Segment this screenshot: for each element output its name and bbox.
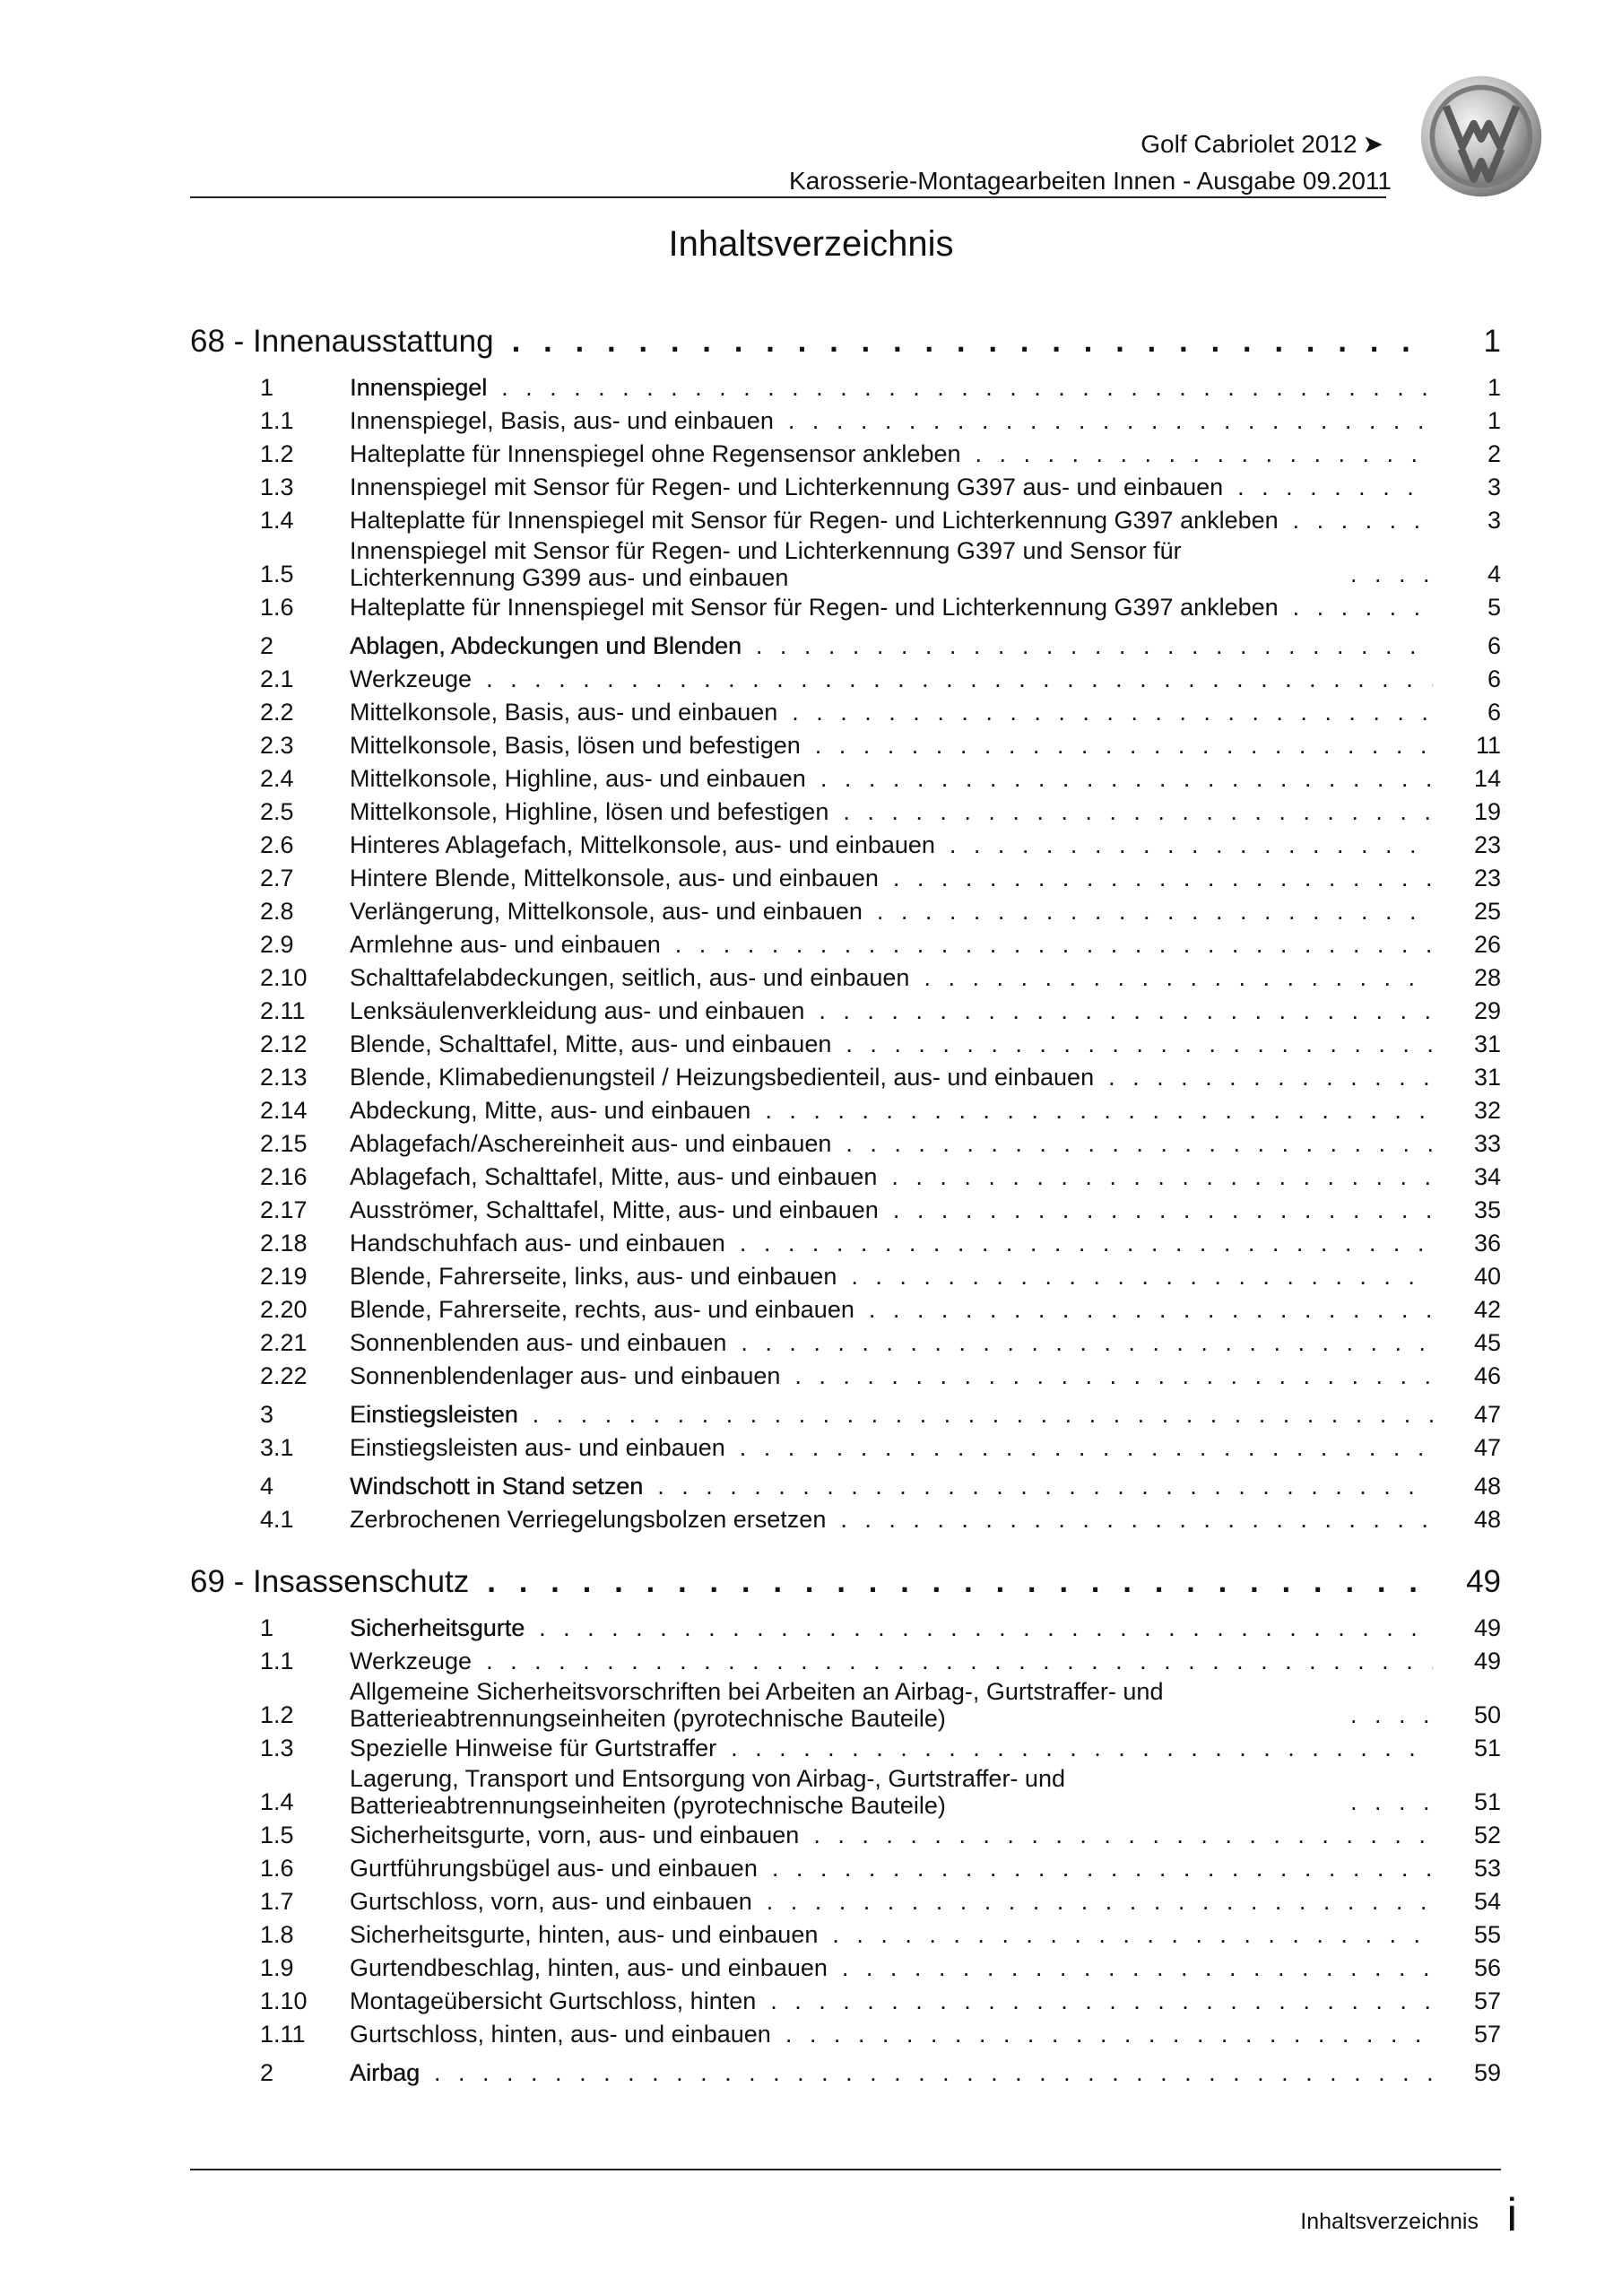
leader-dots	[869, 1293, 1433, 1326]
item-label[interactable]: Lenksäulenverkleidung aus- und einbauen	[350, 997, 805, 1024]
section-label[interactable]: Airbag	[350, 2059, 421, 2086]
item-number: 2.7	[260, 865, 294, 891]
leader-dots	[924, 961, 1433, 995]
header-rule	[190, 196, 1386, 198]
item-page: 49	[1473, 1648, 1501, 1674]
leader-dots	[788, 404, 1433, 438]
section-label[interactable]: Innenspiegel	[350, 374, 488, 401]
leader-dots	[1237, 471, 1433, 504]
item-page: 48	[1473, 1506, 1501, 1533]
item-number: 1.4	[260, 507, 294, 534]
leader-dots	[533, 1398, 1433, 1431]
item-page: 31	[1473, 1064, 1501, 1091]
leader-dots	[794, 1360, 1433, 1393]
toc-item[interactable]	[190, 862, 1501, 895]
leader-dots	[767, 1885, 1433, 1918]
chapter-row[interactable]	[190, 319, 1501, 364]
toc-item[interactable]	[190, 1885, 1501, 1918]
item-number: 2.20	[260, 1296, 308, 1323]
toc-item[interactable]	[190, 663, 1501, 696]
vw-logo-icon	[1418, 74, 1544, 199]
item-page: 6	[1487, 665, 1501, 692]
page-title: Inhaltsverzeichnis	[668, 224, 954, 264]
item-label[interactable]: Blende, Schalttafel, Mitte, aus- und einbauen	[350, 1031, 832, 1057]
item-number: 1.11	[260, 2021, 306, 2048]
leader-dots	[813, 1819, 1433, 1852]
toc-item[interactable]	[190, 1260, 1501, 1293]
section-label[interactable]: Ablagen, Abdeckungen und Blenden	[350, 632, 742, 659]
leader-dots	[539, 1612, 1433, 1645]
header-model	[1141, 129, 1383, 159]
item-label[interactable]: Gurtschloss, vorn, aus- und einbauen	[350, 1888, 752, 1915]
item-page: 51	[1473, 1735, 1501, 1761]
toc-item[interactable]	[190, 1127, 1501, 1161]
toc-item[interactable]	[190, 1503, 1501, 1536]
leader-dots	[657, 1470, 1433, 1503]
item-number: 2.3	[260, 732, 294, 759]
item-number: 1.5	[260, 1822, 294, 1848]
section-row[interactable]	[190, 1398, 1501, 1431]
section-label[interactable]: Sicherheitsgurte	[350, 1614, 525, 1641]
item-number: 1.9	[260, 1954, 294, 1981]
item-number: 1.6	[260, 594, 294, 621]
leader-dots	[512, 319, 1433, 364]
item-label[interactable]: Einstiegsleisten aus- und einbauen	[350, 1434, 725, 1461]
toc-item[interactable]	[190, 1819, 1501, 1852]
item-number: 2.8	[260, 898, 294, 925]
leader-dots	[675, 928, 1433, 961]
item-label[interactable]: Blende, Klimabedienungsteil / Heizungsbedienteil, aus- und einbauen	[350, 1064, 1095, 1091]
item-page: 34	[1473, 1163, 1501, 1190]
item-label[interactable]: Mittelkonsole, Basis, lösen und befestigen	[350, 732, 801, 759]
item-number: 2.11	[260, 997, 306, 1024]
item-page: 54	[1473, 1888, 1501, 1915]
section-page: 1	[1487, 374, 1501, 401]
leader-dots	[893, 1194, 1433, 1227]
leader-dots	[1293, 591, 1433, 624]
item-page: 56	[1473, 1954, 1501, 1981]
item-page: 36	[1473, 1230, 1501, 1257]
item-number: 4.1	[260, 1506, 294, 1533]
chapter-row[interactable]	[190, 1560, 1501, 1605]
item-number: 2.14	[260, 1097, 308, 1124]
item-label[interactable]: Zerbrochenen Verriegelungsbolzen ersetzen	[350, 1506, 827, 1533]
next-arrow-icon[interactable]: ➤	[1362, 130, 1383, 158]
leader-dots	[842, 1952, 1433, 1985]
item-number: 1.3	[260, 1735, 294, 1761]
item-label[interactable]: Gurtendbeschlag, hinten, aus- und einbauen	[350, 1954, 828, 1981]
item-label[interactable]: Gurtführungsbügel aus- und einbauen	[350, 1855, 758, 1882]
toc-item[interactable]	[190, 1952, 1501, 1985]
item-page: 6	[1487, 699, 1501, 726]
toc-item[interactable]	[190, 961, 1501, 995]
item-label[interactable]: Montageübersicht Gurtschloss, hinten	[350, 1987, 757, 2014]
item-number: 2.10	[260, 964, 308, 991]
leader-dots	[840, 1503, 1433, 1536]
leader-dots	[976, 438, 1434, 471]
item-label[interactable]: Mittelkonsole, Basis, aus- und einbauen	[350, 699, 778, 726]
section-number: 1	[260, 1614, 274, 1641]
item-page: 57	[1473, 2021, 1501, 2048]
item-label[interactable]: Innenspiegel mit Sensor für Regen- und Lichterkennung G397 und Sensor für Lichterkennung G399 aus- und einbauen	[350, 537, 1182, 591]
toc-item[interactable]	[190, 895, 1501, 928]
section-page: 59	[1473, 2059, 1501, 2086]
toc-item[interactable]	[190, 537, 1501, 591]
item-number: 2.22	[260, 1362, 308, 1389]
leader-dots	[1350, 1699, 1433, 1732]
item-label[interactable]: Werkzeuge	[350, 1648, 473, 1674]
item-number: 2.2	[260, 699, 294, 726]
toc-item[interactable]	[190, 1094, 1501, 1127]
item-label[interactable]: Sicherheitsgurte, vorn, aus- und einbauen	[350, 1822, 800, 1848]
toc-item[interactable]	[190, 504, 1501, 537]
item-number: 1.7	[260, 1888, 294, 1915]
footer-rule	[190, 2169, 1501, 2170]
item-page: 32	[1473, 1097, 1501, 1124]
toc-item[interactable]	[190, 471, 1501, 504]
leader-dots	[434, 2057, 1433, 2090]
item-label[interactable]: Blende, Fahrerseite, rechts, aus- und einbauen	[350, 1296, 854, 1323]
item-number: 2.1	[260, 665, 294, 692]
toc-item[interactable]	[190, 404, 1501, 438]
toc-item[interactable]	[190, 1732, 1501, 1765]
item-page: 11	[1475, 732, 1501, 759]
item-number: 1.5	[260, 561, 294, 587]
leader-dots	[731, 1732, 1433, 1765]
item-label[interactable]: Ablagefach/Aschereinheit aus- und einbauen	[350, 1130, 832, 1157]
item-page: 1	[1487, 407, 1501, 434]
section-page: 49	[1473, 1614, 1501, 1641]
section-page: 47	[1473, 1401, 1501, 1428]
section-number: 2	[260, 632, 274, 659]
item-page: 28	[1473, 964, 1501, 991]
item-page: 57	[1473, 1987, 1501, 2014]
leader-dots	[893, 862, 1433, 895]
item-label[interactable]: Halteplatte für Innenspiegel mit Sensor für Regen- und Lichterkennung G397 ankleben	[350, 594, 1279, 621]
item-number: 2.16	[260, 1163, 308, 1190]
item-label[interactable]: Hintere Blende, Mittelkonsole, aus- und einbauen	[350, 865, 879, 891]
section-number: 2	[260, 2059, 274, 2086]
item-label[interactable]: Sicherheitsgurte, hinten, aus- und einbauen	[350, 1921, 819, 1948]
item-label[interactable]: Spezielle Hinweise für Gurtstraffer	[350, 1735, 717, 1761]
leader-dots	[792, 696, 1433, 729]
item-label[interactable]: Sonnenblenden aus- und einbauen	[350, 1329, 727, 1356]
toc-item[interactable]	[190, 1645, 1501, 1678]
item-page: 25	[1473, 898, 1501, 925]
item-number: 3.1	[260, 1434, 294, 1461]
item-number: 1.8	[260, 1921, 294, 1948]
toc-item[interactable]	[190, 1028, 1501, 1061]
toc-item[interactable]	[190, 995, 1501, 1028]
item-label[interactable]: Innenspiegel mit Sensor für Regen- und Lichterkennung G397 aus- und einbauen	[350, 474, 1224, 500]
leader-dots	[1293, 504, 1433, 537]
leader-dots	[740, 1227, 1433, 1260]
item-page: 35	[1473, 1196, 1501, 1223]
toc-item[interactable]	[190, 1765, 1501, 1819]
toc-item[interactable]	[190, 1431, 1501, 1465]
leader-dots	[846, 1028, 1433, 1061]
leader-dots	[1108, 1061, 1433, 1094]
item-number: 2.15	[260, 1130, 308, 1157]
item-label[interactable]: Abdeckung, Mitte, aus- und einbauen	[350, 1097, 751, 1124]
footer-label: Inhaltsverzeichnis	[1300, 2209, 1479, 2234]
item-number: 1.4	[260, 1788, 294, 1815]
item-page: 45	[1473, 1329, 1501, 1356]
header-model-text: Golf Cabriolet 2012	[1141, 130, 1357, 158]
chapter-spacer	[190, 1536, 1501, 1558]
item-page: 3	[1487, 507, 1501, 534]
toc-item[interactable]	[190, 1360, 1501, 1393]
toc-item[interactable]	[190, 1227, 1501, 1260]
item-number: 2.5	[260, 798, 294, 825]
item-label[interactable]: Sonnenblendenlager aus- und einbauen	[350, 1362, 781, 1389]
item-number: 2.17	[260, 1196, 308, 1223]
leader-dots	[487, 1560, 1433, 1605]
item-label[interactable]: Halteplatte für Innenspiegel mit Sensor für Regen- und Lichterkennung G397 ankleben	[350, 507, 1279, 534]
item-label[interactable]: Verlängerung, Mittelkonsole, aus- und einbauen	[350, 898, 863, 925]
chapter-page: 1	[1483, 324, 1501, 359]
leader-dots	[819, 995, 1433, 1028]
leader-dots	[851, 1260, 1433, 1293]
toc-item[interactable]	[190, 1061, 1501, 1094]
section-row[interactable]	[190, 371, 1501, 404]
item-page: 23	[1473, 831, 1501, 858]
leader-dots	[815, 729, 1433, 762]
section-page: 6	[1487, 632, 1501, 659]
leader-dots	[486, 1645, 1433, 1678]
item-page: 50	[1473, 1701, 1501, 1728]
leader-dots	[772, 1852, 1433, 1885]
item-number: 1.2	[260, 1701, 294, 1728]
leader-dots	[877, 895, 1433, 928]
leader-dots	[741, 1326, 1433, 1360]
item-page: 19	[1473, 798, 1501, 825]
item-page: 2	[1487, 440, 1501, 467]
toc-item[interactable]	[190, 1326, 1501, 1360]
toc-item[interactable]	[190, 928, 1501, 961]
toc-item[interactable]	[190, 1985, 1501, 2018]
item-label[interactable]: Handschuhfach aus- und einbauen	[350, 1230, 725, 1257]
leader-dots	[820, 762, 1433, 796]
item-page: 31	[1473, 1031, 1501, 1057]
item-number: 2.12	[260, 1031, 308, 1057]
leader-dots	[486, 663, 1433, 696]
toc-item[interactable]	[190, 696, 1501, 729]
item-page: 52	[1473, 1822, 1501, 1848]
item-page: 3	[1487, 474, 1501, 500]
table-of-contents	[190, 317, 1501, 2090]
item-page: 51	[1473, 1788, 1501, 1815]
item-page: 47	[1473, 1434, 1501, 1461]
toc-item[interactable]	[190, 2018, 1501, 2051]
item-page: 40	[1473, 1263, 1501, 1290]
item-label[interactable]: Halteplatte für Innenspiegel ohne Regensensor ankleben	[350, 440, 961, 467]
item-number: 1.10	[260, 1987, 308, 2014]
item-number: 2.19	[260, 1263, 308, 1290]
item-label[interactable]: Blende, Fahrerseite, links, aus- und einbauen	[350, 1263, 837, 1290]
leader-dots	[501, 371, 1433, 404]
section-page: 48	[1473, 1473, 1501, 1500]
item-page: 5	[1487, 594, 1501, 621]
item-label[interactable]: Ablagefach, Schalttafel, Mitte, aus- und einbauen	[350, 1163, 878, 1190]
toc-item[interactable]	[190, 796, 1501, 829]
section-label[interactable]: Windschott in Stand setzen	[350, 1473, 644, 1500]
leader-dots	[785, 2018, 1433, 2051]
section-number: 4	[260, 1473, 274, 1500]
toc-item[interactable]	[190, 1161, 1501, 1194]
item-label[interactable]: Allgemeine Sicherheitsvorschriften bei Arbeiten an Airbag-, Gurtstraffer- und Batterieabtrennungseinheiten (pyrotechnische Bauteile)	[350, 1678, 1164, 1732]
section-row[interactable]	[190, 2057, 1501, 2090]
leader-dots	[1350, 558, 1433, 591]
footer-page-number: i	[1506, 2189, 1517, 2241]
item-label[interactable]: Gurtschloss, hinten, aus- und einbauen	[350, 2021, 771, 2048]
section-number: 1	[260, 374, 274, 401]
toc-item[interactable]	[190, 438, 1501, 471]
item-number: 2.21	[260, 1329, 308, 1356]
item-page: 26	[1473, 931, 1501, 958]
leader-dots	[770, 1985, 1433, 2018]
section-number: 3	[260, 1401, 274, 1428]
item-page: 42	[1473, 1296, 1501, 1323]
item-label[interactable]: Werkzeuge	[350, 665, 473, 692]
toc-item[interactable]	[190, 829, 1501, 862]
item-page: 23	[1473, 865, 1501, 891]
item-number: 1.3	[260, 474, 294, 500]
section-row[interactable]	[190, 1612, 1501, 1645]
item-number: 2.18	[260, 1230, 308, 1257]
section-row[interactable]	[190, 630, 1501, 663]
leader-dots	[846, 1127, 1433, 1161]
section-row[interactable]	[190, 1470, 1501, 1503]
item-page: 29	[1473, 997, 1501, 1024]
item-number: 1.1	[260, 1648, 294, 1674]
item-page: 53	[1473, 1855, 1501, 1882]
item-page: 4	[1487, 561, 1501, 587]
leader-dots	[740, 1431, 1433, 1465]
chapter-title[interactable]: 68 - Innenausstattung	[190, 324, 494, 359]
item-number: 1.2	[260, 440, 294, 467]
leader-dots	[756, 630, 1433, 663]
toc-item[interactable]	[190, 1918, 1501, 1952]
item-page: 33	[1473, 1130, 1501, 1157]
item-page: 14	[1473, 765, 1501, 792]
item-label[interactable]: Schalttafelabdeckungen, seitlich, aus- und einbauen	[350, 964, 910, 991]
item-label[interactable]: Lagerung, Transport und Entsorgung von Airbag-, Gurtstraffer- und Batterieabtrennungseinheiten (pyrotechnische Bauteile)	[350, 1765, 1065, 1819]
item-number: 2.9	[260, 931, 294, 958]
leader-dots	[765, 1094, 1433, 1127]
header-subtitle: Karosserie-Montagearbeiten Innen - Ausgabe 09.2011	[789, 167, 1392, 195]
leader-dots	[950, 829, 1433, 862]
item-label[interactable]: Ausströmer, Schalttafel, Mitte, aus- und einbauen	[350, 1196, 879, 1223]
leader-dots	[832, 1918, 1433, 1952]
leader-dots	[843, 796, 1433, 829]
toc-item[interactable]	[190, 1852, 1501, 1885]
chapter-page: 49	[1466, 1564, 1501, 1599]
toc-item[interactable]	[190, 1678, 1501, 1732]
item-page: 46	[1473, 1362, 1501, 1389]
toc-item[interactable]	[190, 1293, 1501, 1326]
item-label[interactable]: Mittelkonsole, Highline, lösen und befestigen	[350, 798, 829, 825]
item-label[interactable]: Armlehne aus- und einbauen	[350, 931, 661, 958]
toc-item[interactable]	[190, 762, 1501, 796]
section-label[interactable]: Einstiegsleisten	[350, 1401, 518, 1428]
item-label[interactable]: Mittelkonsole, Highline, aus- und einbauen	[350, 765, 806, 792]
toc-item[interactable]	[190, 1194, 1501, 1227]
leader-dots	[891, 1161, 1433, 1194]
leader-dots	[1350, 1786, 1433, 1819]
item-page: 55	[1473, 1921, 1501, 1948]
item-number: 2.4	[260, 765, 294, 792]
toc-item[interactable]	[190, 729, 1501, 762]
item-number: 1.1	[260, 407, 294, 434]
toc-item[interactable]	[190, 591, 1501, 624]
item-number: 1.6	[260, 1855, 294, 1882]
item-number: 2.6	[260, 831, 294, 858]
item-label[interactable]: Hinteres Ablagefach, Mittelkonsole, aus- und einbauen	[350, 831, 935, 858]
item-label[interactable]: Innenspiegel, Basis, aus- und einbauen	[350, 407, 774, 434]
item-number: 2.13	[260, 1064, 308, 1091]
chapter-title[interactable]: 69 - Insassenschutz	[190, 1564, 470, 1599]
